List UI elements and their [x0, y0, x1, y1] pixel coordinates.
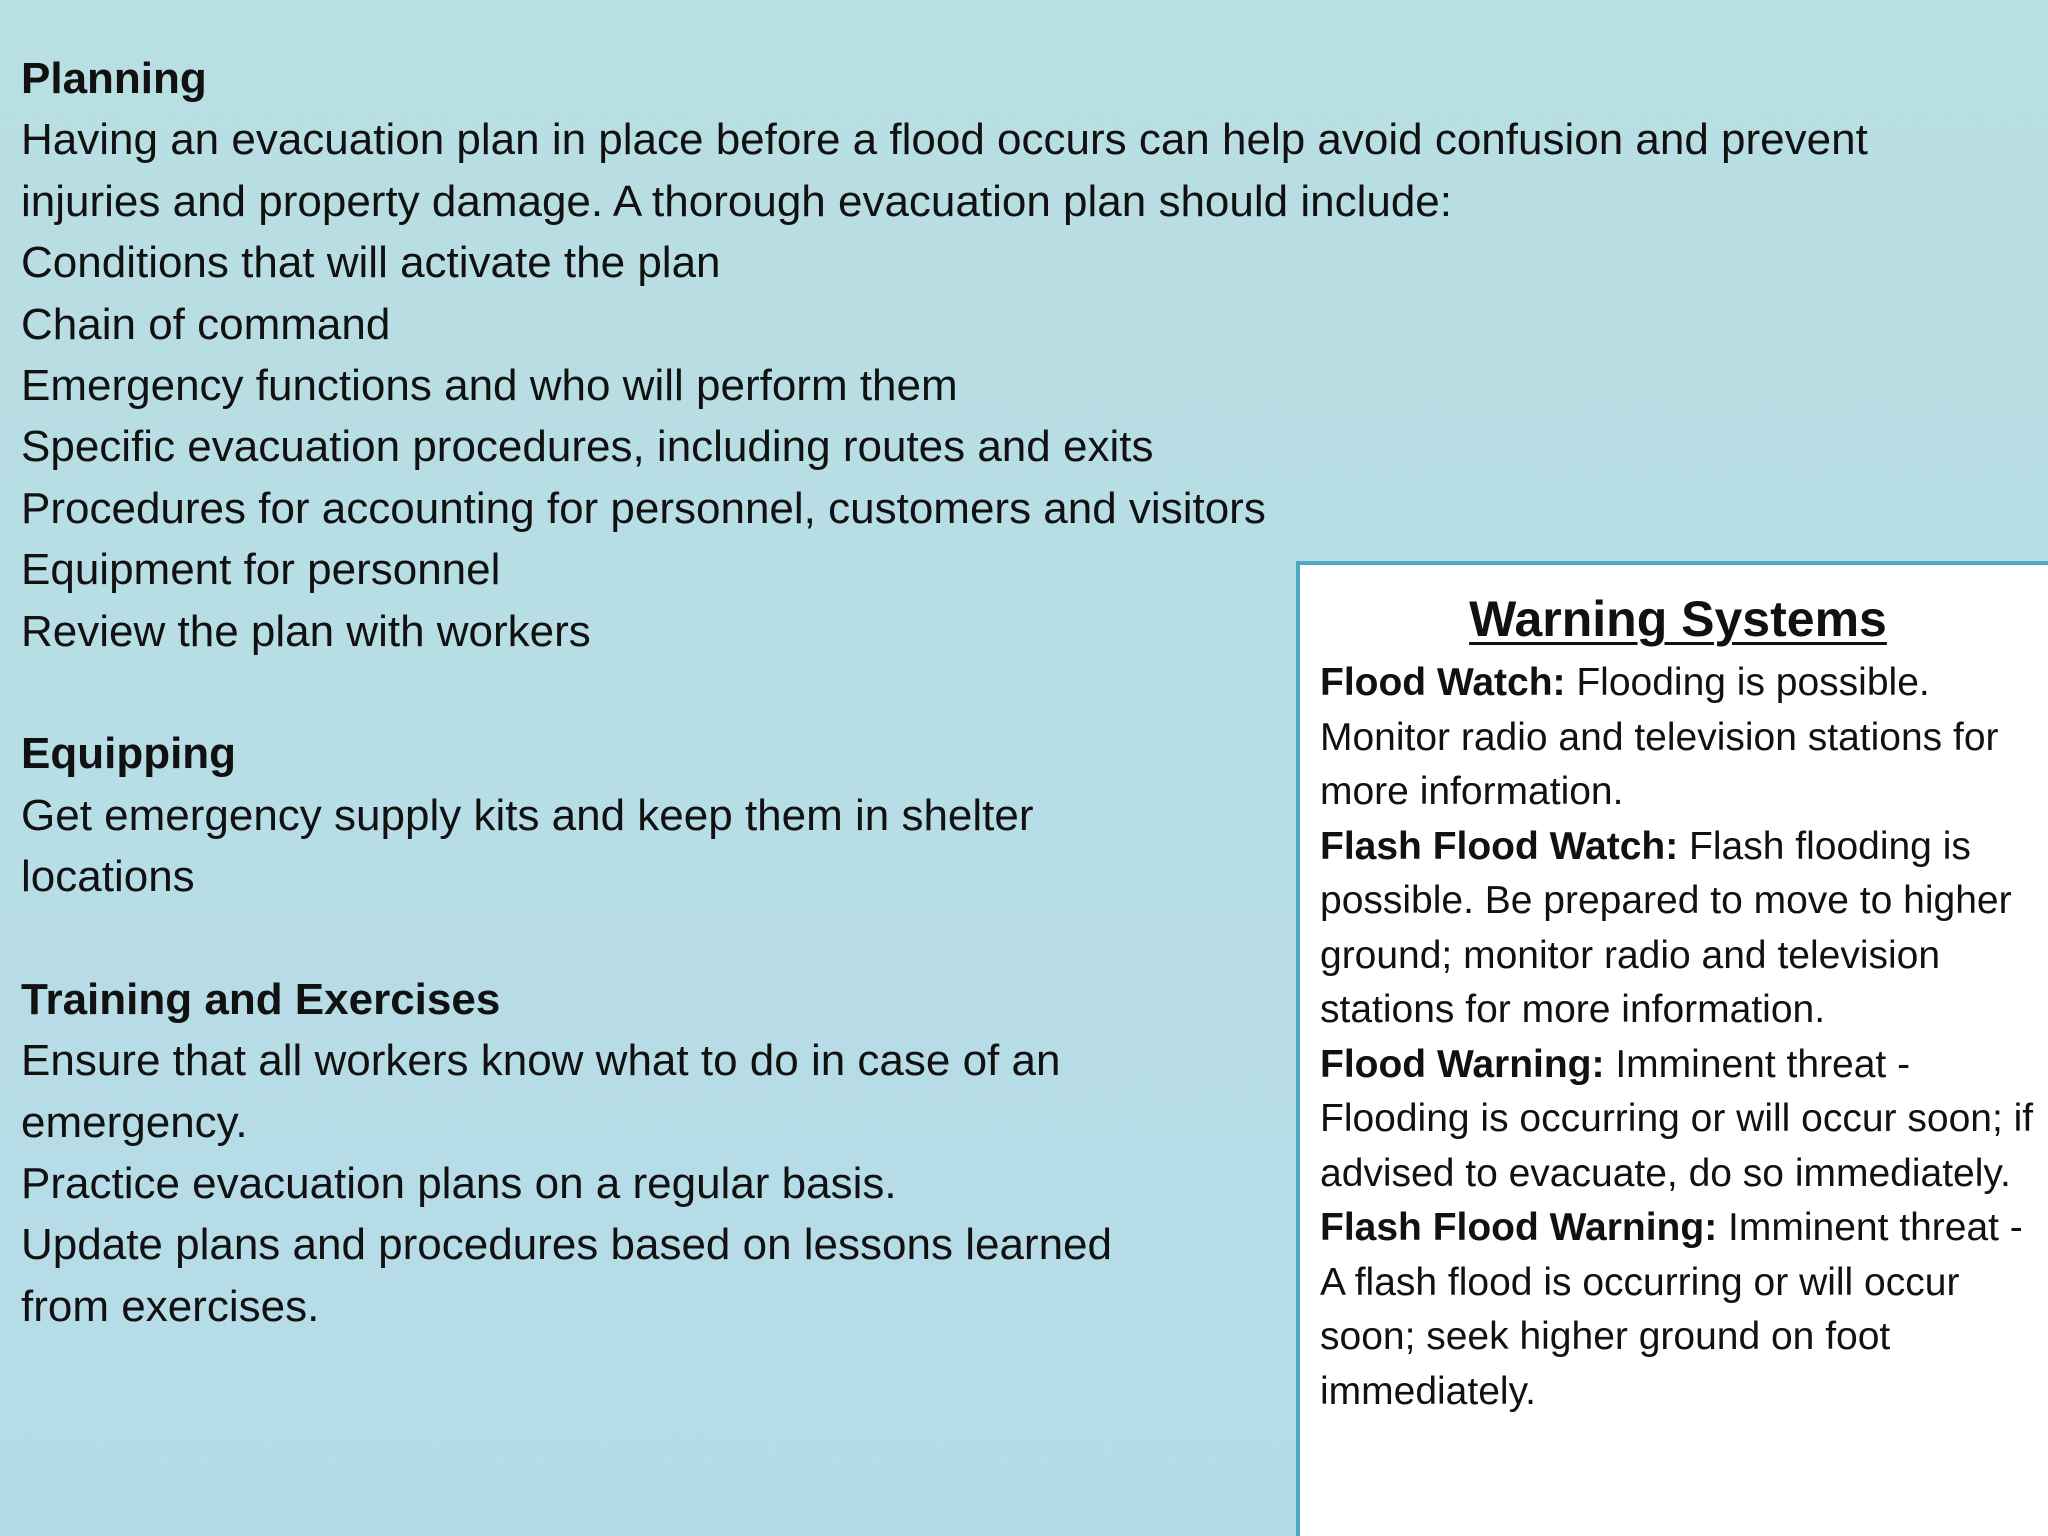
warning-systems-box [1296, 561, 2048, 1536]
training-line: Update plans and procedures based on lessons learned [21, 1220, 1112, 1270]
plan-item: Specific evacuation procedures, including routes and exits [21, 422, 1154, 472]
warning-systems-title: Warning Systems [1469, 591, 1887, 647]
training-heading: Training and Exercises [21, 974, 501, 1024]
training-line: Ensure that all workers know what to do in case of an [21, 1036, 1061, 1086]
training-line: from exercises. [21, 1281, 320, 1331]
plan-item: Emergency functions and who will perform them [21, 360, 958, 410]
warning-entry-flood-warning [1320, 1038, 2040, 1202]
warning-description: Flooding is possible. Monitor radio and television stations for more information. [1320, 661, 1999, 813]
plan-item: Equipment for personnel [21, 545, 501, 595]
warning-term: Flood Warning: [1320, 1042, 1605, 1086]
equipping-line-1: Get emergency supply kits and keep them in shelter [21, 790, 1034, 840]
warning-term: Flash Flood Watch: [1320, 824, 1679, 868]
planning-intro-line-2: injuries and property damage. A thorough evacuation plan should include: [21, 176, 1452, 226]
warning-term: Flood Watch: [1320, 661, 1566, 704]
warning-description: Imminent threat - Flooding is occurring or will occur soon; if advised to evacuate, do so immediately. [1320, 1042, 2034, 1195]
warning-systems-text [1320, 656, 2040, 1419]
equipping-line-2: locations [21, 852, 195, 902]
warning-description: Flash flooding is possible. Be prepared to move to higher ground; monitor radio and television stations for more information. [1320, 824, 2012, 1031]
warning-term: Flash Flood Warning: [1320, 1206, 1718, 1249]
plan-item: Chain of command [21, 299, 391, 349]
plan-item: Conditions that will activate the plan [21, 238, 721, 288]
warning-entry-flash-flood-warning [1320, 1201, 2040, 1419]
planning-heading: Planning [21, 54, 207, 103]
planning-intro-line-1: Having an evacuation plan in place before a flood occurs can help avoid confusion and prevent [21, 115, 1868, 165]
training-line: Practice evacuation plans on a regular basis. [21, 1159, 897, 1209]
equipping-heading: Equipping [21, 729, 237, 779]
warning-description: Imminent threat - A flash flood is occurring or will occur soon; seek higher ground on foot immediately. [1320, 1206, 2023, 1413]
warning-entry-flood-watch [1320, 656, 2040, 820]
plan-item: Procedures for accounting for personnel, customers and visitors [21, 483, 1266, 533]
plan-item: Review the plan with workers [21, 606, 591, 656]
warning-entry-flash-flood-watch [1320, 820, 2040, 1038]
training-line: emergency. [21, 1097, 248, 1147]
